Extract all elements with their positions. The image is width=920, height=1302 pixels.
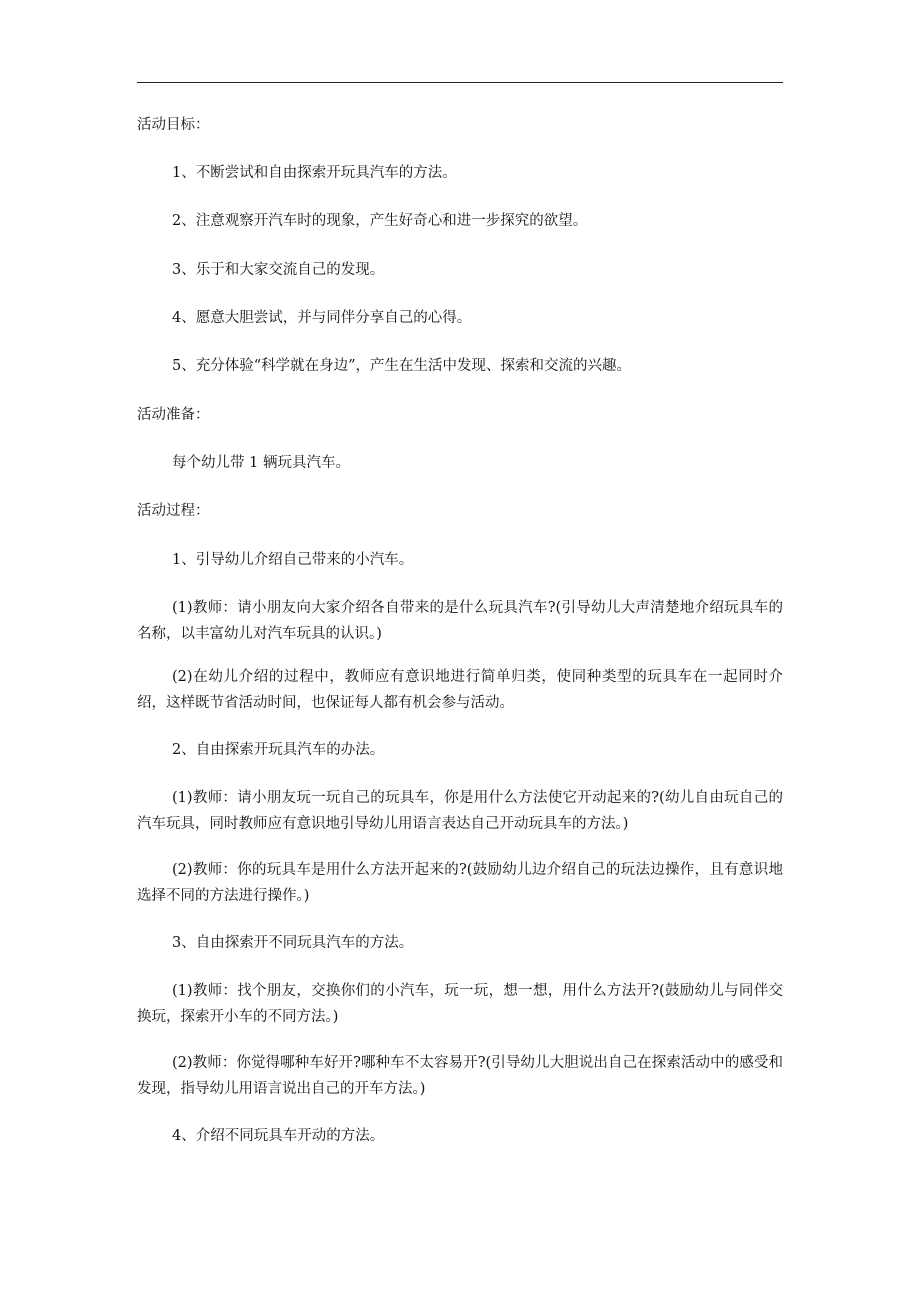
goal-item-2: 2、注意观察开汽车时的现象，产生好奇心和进一步探究的欲望。 (172, 213, 588, 229)
process-step-1-sub-2: (2)在幼儿介绍的过程中，教师应有意识地进行简单归类，使同种类型的玩具车在一起同时介绍，这样既节省活动时间，也保证每人都有机会参与活动。 (137, 669, 783, 711)
goal-item-1: 1、不断尝试和自由探索开玩具汽车的方法。 (172, 165, 457, 181)
goal-item-5: 5、充分体验“科学就在身边”，产生在生活中发现、探索和交流的兴趣。 (172, 358, 632, 374)
process-step-3: 3、自由探索开不同玩具汽车的方法。 (172, 935, 414, 951)
goal-item-3: 3、乐于和大家交流自己的发现。 (172, 262, 385, 278)
section-heading-preparation: 活动准备： (137, 407, 210, 423)
goal-item-4: 4、愿意大胆尝试，并与同伴分享自己的心得。 (172, 310, 472, 326)
section-heading-goals: 活动目标： (137, 117, 210, 133)
section-heading-process: 活动过程： (137, 503, 210, 519)
process-step-1: 1、引导幼儿介绍自己带来的小汽车。 (172, 552, 414, 568)
process-step-2: 2、自由探索开玩具汽车的办法。 (172, 742, 385, 758)
process-step-1-sub-1: (1)教师：请小朋友向大家介绍各自带来的是什么玩具汽车?(引导幼儿大声清楚地介绍玩具车的名称，以丰富幼儿对汽车玩具的认识。) (137, 600, 783, 642)
header-rule (137, 82, 783, 83)
process-step-4: 4、介绍不同玩具车开动的方法。 (172, 1128, 385, 1144)
process-step-3-sub-1: (1)教师：找个朋友，交换你们的小汽车，玩一玩，想一想，用什么方法开?(鼓励幼儿与同伴交换玩，探索开小车的不同方法。) (137, 983, 783, 1025)
process-step-2-sub-1: (1)教师：请小朋友玩一玩自己的玩具车，你是用什么方法使它开动起来的?(幼儿自由玩自己的汽车玩具，同时教师应有意识地引导幼儿用语言表达自己开动玩具车的方法。) (137, 790, 783, 832)
process-step-2-sub-2: (2)教师：你的玩具车是用什么方法开起来的?(鼓励幼儿边介绍自己的玩法边操作，且有意识地选择不同的方法进行操作。) (137, 862, 783, 904)
process-step-3-sub-2: (2)教师：你觉得哪种车好开?哪种车不太容易开?(引导幼儿大胆说出自己在探索活动中的感受和发现，指导幼儿用语言说出自己的开车方法。) (137, 1055, 783, 1097)
preparation-item: 每个幼儿带 1 辆玩具汽车。 (172, 455, 350, 471)
